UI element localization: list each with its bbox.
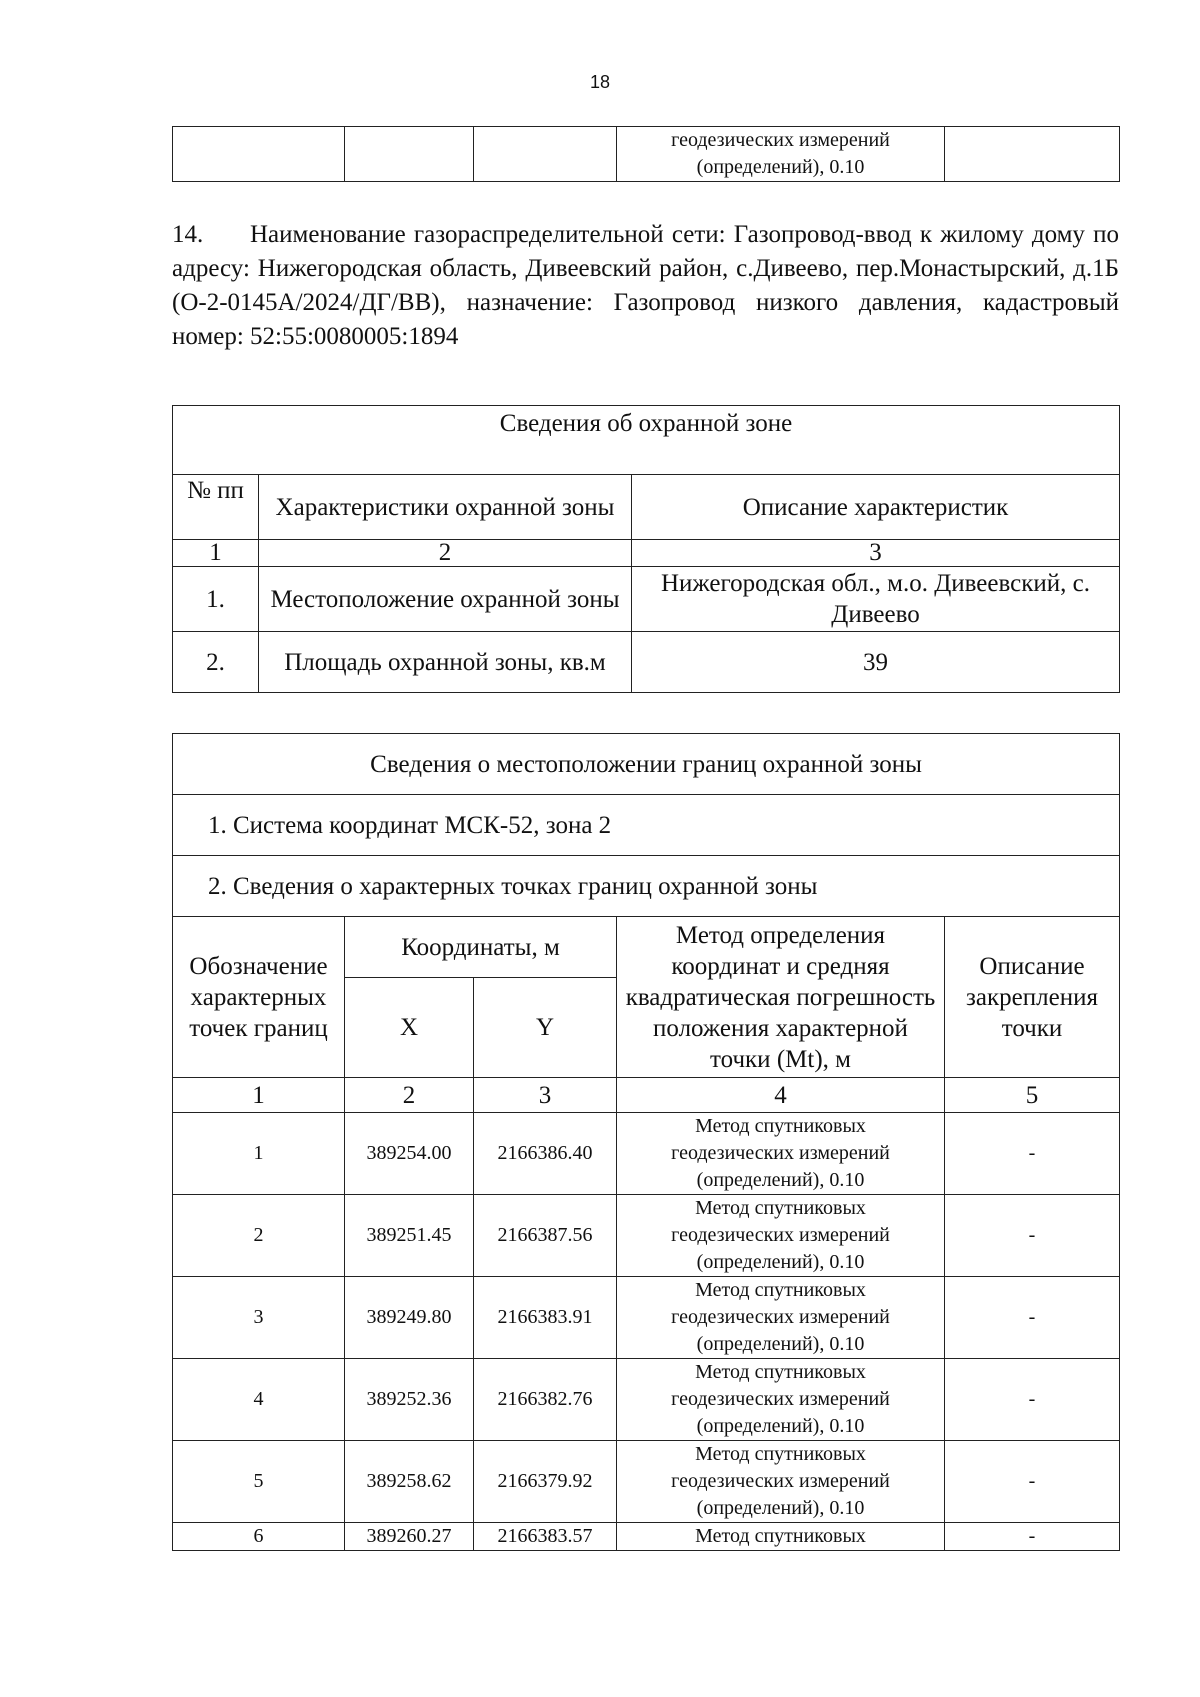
point-method: Метод спутниковых геодезических измерений (определений), 0.10 [617, 1113, 945, 1195]
point-method: Метод спутниковых [617, 1523, 945, 1551]
point-method: Метод спутниковых геодезических измерений (определений), 0.10 [617, 1359, 945, 1441]
header-number: № пп [173, 475, 259, 540]
point-x: 389251.45 [345, 1195, 474, 1277]
header-description: Описание характеристик [632, 475, 1120, 540]
table-header-row [173, 475, 1120, 540]
point-method: Метод спутниковых геодезических измерений (определений), 0.10 [617, 1441, 945, 1523]
header-fixing: Описание закрепления точки [945, 917, 1120, 1078]
point-fixing: - [945, 1441, 1120, 1523]
point-x: 389260.27 [345, 1523, 474, 1551]
header-y: Y [474, 978, 617, 1078]
point-y: 2166386.40 [474, 1113, 617, 1195]
point-y: 2166382.76 [474, 1359, 617, 1441]
point-x: 389252.36 [345, 1359, 474, 1441]
point-x: 389258.62 [345, 1441, 474, 1523]
point-y: 2166379.92 [474, 1441, 617, 1523]
zone-location-label: Местоположение охранной зоны [259, 567, 632, 632]
header-method: Метод определения координат и средняя квадратическая погрешность положения характерной точки (Mt), м [617, 917, 945, 1078]
table-row [173, 1113, 1120, 1195]
table-row [173, 1195, 1120, 1277]
column-number-row: 1 2 3 4 5 [173, 1078, 1120, 1113]
point-id: 3 [173, 1277, 345, 1359]
point-fixing: - [945, 1277, 1120, 1359]
point-fixing: - [945, 1359, 1120, 1441]
point-method: Метод спутниковых геодезических измерений (определений), 0.10 [617, 1195, 945, 1277]
zone-area-value: 39 [632, 632, 1120, 693]
paragraph-text: Наименование газораспределительной сети: Газопровод-ввод к жилому дому по адресу: Нижегородская область, Дивеевский район, с.Дивеево, пер.Монастырский, д.1Б (О-2-0145А/2024/ДГ/ВВ), назначение: Газопровод низкого давления, кадастровый номер: 52:55:0080005:1894 [172, 221, 1119, 350]
table-row: 1. Местоположение охранной зоны Нижегородская обл., м.о. Дивеевский, с. Дивеево [173, 567, 1120, 632]
table-row: 2. Площадь охранной зоны, кв.м 39 [173, 632, 1120, 693]
point-y: 2166383.57 [474, 1523, 617, 1551]
network-description [172, 218, 1119, 354]
table-row [173, 1277, 1120, 1359]
point-y: 2166383.91 [474, 1277, 617, 1359]
page-number: 18 [589, 72, 611, 92]
table-row [173, 1523, 1120, 1551]
table-header-row [173, 917, 1120, 978]
boundary-table-title: Сведения о местоположении границ охранной зоны [173, 734, 1120, 795]
point-x: 389254.00 [345, 1113, 474, 1195]
header-characteristic: Характеристики охранной зоны [259, 475, 632, 540]
table-row [173, 127, 1120, 182]
protection-zone-table [172, 405, 1120, 693]
point-id: 6 [173, 1523, 345, 1551]
point-fixing: - [945, 1113, 1120, 1195]
table-row [173, 1359, 1120, 1441]
point-id: 2 [173, 1195, 345, 1277]
continued-table-fragment [172, 126, 1120, 182]
header-coordinates: Координаты, м [345, 917, 617, 978]
table-row [173, 1441, 1120, 1523]
point-method: Метод спутниковых геодезических измерений (определений), 0.10 [617, 1277, 945, 1359]
column-number-row: 1 2 3 [173, 540, 1120, 567]
point-id: 4 [173, 1359, 345, 1441]
coordinate-system: 1. Система координат МСК-52, зона 2 [173, 795, 1120, 856]
point-y: 2166387.56 [474, 1195, 617, 1277]
header-designation: Обозначение характерных точек границ [173, 917, 345, 1078]
zone-table-title: Сведения об охранной зоне [173, 406, 1120, 475]
header-x: X [345, 978, 474, 1078]
zone-area-label: Площадь охранной зоны, кв.м [259, 632, 632, 693]
point-fixing: - [945, 1523, 1120, 1551]
point-x: 389249.80 [345, 1277, 474, 1359]
point-id: 1 [173, 1113, 345, 1195]
point-id: 5 [173, 1441, 345, 1523]
paragraph-number: 14. [172, 221, 204, 248]
point-fixing: - [945, 1195, 1120, 1277]
method-cell: геодезических измерений (определений), 0.10 [617, 127, 945, 182]
zone-location-value: Нижегородская обл., м.о. Дивеевский, с. Дивеево [632, 567, 1120, 632]
points-title: 2. Сведения о характерных точках границ охранной зоны [173, 856, 1120, 917]
boundary-points-table [172, 733, 1120, 1551]
